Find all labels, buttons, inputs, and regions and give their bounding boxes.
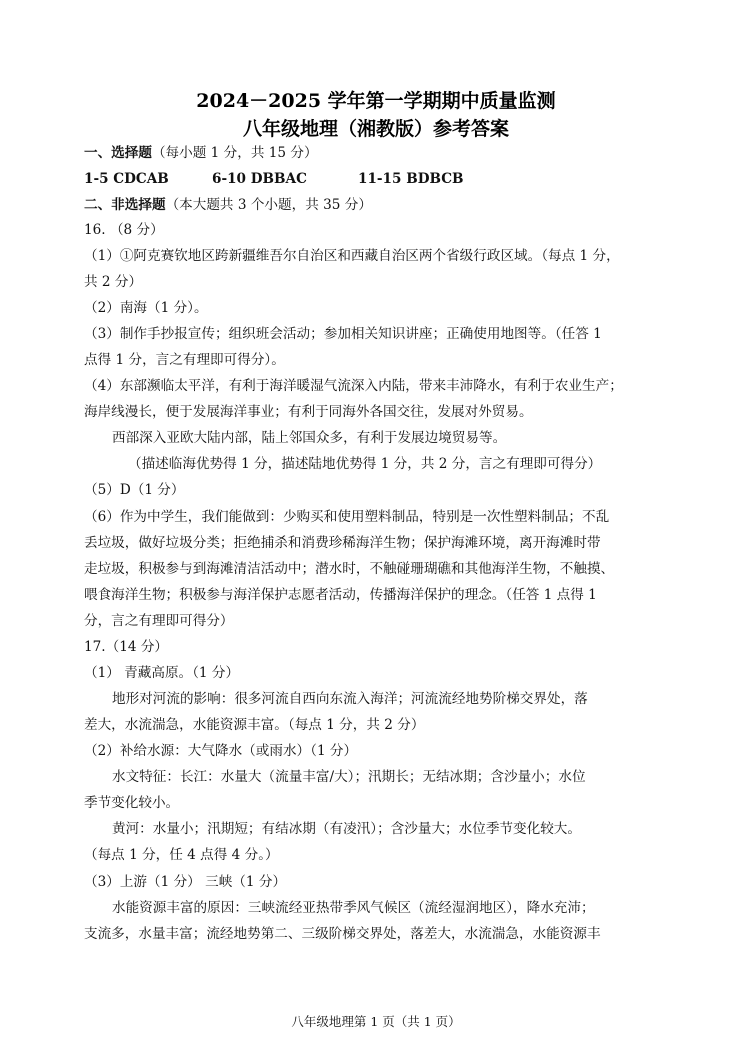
answer-line: 黄河：水量小；汛期短；有结冰期（有凌汛）；含沙量大；水位季节变化较大。 [112,821,581,837]
answer-line: 差大，水流湍急，水能资源丰富。（每点 1 分，共 2 分） [84,717,425,733]
answer-line: （2）补给水源：大气降水（或雨水）（1 分） [84,743,358,759]
answer-line: 分，言之有理即可得分） [84,613,234,629]
answer-line: （3）制作手抄报宣传；组织班会活动；参加相关知识讲座；正确使用地图等。（任答 1 [84,326,602,342]
mc-answers-2: 6-10 DBBAC [212,171,307,187]
doc-title: 2024－2025 学年第一学期期中质量监测 [196,90,556,112]
section-1-note: （每小题 1 分，共 15 分） [151,145,318,161]
answer-line: 支流多，水量丰富；流经地势第二、三级阶梯交界处，落差大，水流湍急，水能资源丰 [84,926,601,942]
answer-line: （6）作为中学生，我们能做到：少购买和使用塑料制品，特别是一次性塑料制品；不乱 [84,509,610,525]
q16-header: 16. （8 分） [84,222,164,238]
answer-line: 地形对河流的影响：很多河流自西向东流入海洋；河流流经地势阶梯交界处，落 [112,691,588,707]
answer-line: 走垃圾，积极参与到海滩清洁活动中；潜水时，不触碰珊瑚礁和其他海洋生物，不触摸、 [84,561,615,577]
answer-line: 海岸线漫长，便于发展海洋事业；有利于同海外各国交往，发展对外贸易。 [84,404,533,420]
section-2-note: （本大题共 3 个小题，共 35 分） [165,197,372,213]
answer-line: （3）上游（1 分） 三峡（1 分） [84,874,287,890]
answer-line: （描述临海优势得 1 分，描述陆地优势得 1 分，共 2 分，言之有理即可得分） [128,456,602,472]
answer-line: （1） 青藏高原。（1 分） [84,665,240,681]
answer-line: 共 2 分） [84,274,143,290]
section-2-heading [84,195,372,215]
answer-line: （每点 1 分，任 4 点得 4 分。） [84,847,279,863]
answer-line: 西部深入亚欧大陆内部，陆上邻国众多，有利于发展边境贸易等。 [112,430,507,446]
section-1-title: 一、选择题 [84,145,152,161]
q17-header: 17.（14 分） [84,639,169,655]
mc-answers-1: 1-5 CDCAB [84,171,169,187]
answer-line: 水能资源丰富的原因：三峡流经亚热带季风气候区（流经湿润地区），降水充沛； [112,900,595,916]
answer-line: 点得 1 分，言之有理即可得分）。 [84,352,285,368]
answer-line: （1）①阿克赛钦地区跨新疆维吾尔自治区和西藏自治区两个省级行政区域。（每点 1 分， [84,248,620,264]
answer-line: 喂食海洋生物；积极参与海洋保护志愿者活动，传播海洋保护的理念。（任答 1 点得 1 [84,587,597,603]
answer-line: （5）D（1 分） [84,482,185,498]
answer-line: 季节变化较小。 [84,795,180,811]
page-footer: 八年级地理第 1 页（共 1 页） [291,1014,461,1029]
doc-subtitle: 八年级地理（湘教版）参考答案 [242,118,509,140]
answer-line: 水文特征：长江：水量大（流量丰富/大）；汛期长；无结冰期；含沙量小；水位 [112,769,586,785]
answer-line: （4）东部濒临太平洋，有利于海洋暖湿气流深入内陆，带来丰沛降水，有利于农业生产； [84,378,623,394]
answer-line: （2）南海（1 分）。 [84,300,208,316]
section-1-heading [84,143,318,163]
mc-answers-3: 11-15 BDBCB [358,171,464,187]
section-2-title: 二、非选择题 [84,197,166,213]
answer-line: 丢垃圾，做好垃圾分类；拒绝捕杀和消费珍稀海洋生物；保护海滩环境，离开海滩时带 [84,535,601,551]
